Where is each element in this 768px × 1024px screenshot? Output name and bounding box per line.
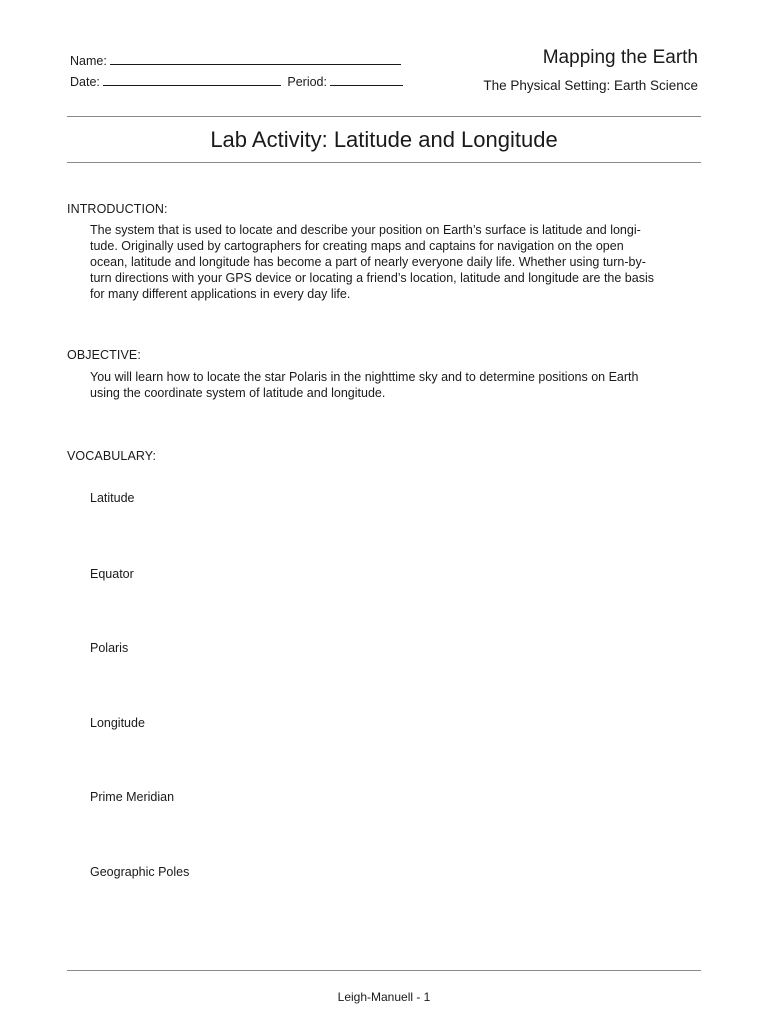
page-footer: Leigh-Manuell - 1: [337, 990, 431, 1004]
date-field[interactable]: [70, 73, 403, 89]
objective-line: using the coordinate system of latitude and longitude.: [90, 386, 386, 400]
intro-line: tude. Originally used by cartographers for creating maps and captains for navigation on the open: [90, 239, 624, 253]
lab-title: Lab Activity: Latitude and Longitude: [210, 127, 558, 152]
intro-line: turn directions with your GPS device or locating a friend’s location, latitude and longitude are the basis: [90, 271, 654, 285]
objective-heading: OBJECTIVE:: [67, 348, 141, 362]
intro-line: ocean, latitude and longitude has become a part of nearly everyone daily life. Whether using turn-by-: [90, 255, 646, 269]
document-title: Mapping the Earth: [542, 47, 698, 68]
vocab-term-longitude: Longitude: [90, 716, 145, 730]
intro-line: for many different applications in every day life.: [90, 287, 351, 301]
introduction-text: [90, 222, 710, 302]
period-label: Period:: [287, 75, 327, 89]
vocab-term-equator: Equator: [90, 567, 134, 581]
vocab-term-latitude: Latitude: [90, 491, 135, 505]
date-blank[interactable]: [103, 73, 281, 86]
objective-line: You will learn how to locate the star Polaris in the nighttime sky and to determine positions on Earth: [90, 370, 639, 384]
name-field[interactable]: [70, 52, 401, 68]
vocab-term-geographic-poles: Geographic Poles: [90, 865, 190, 879]
date-label: Date:: [70, 75, 100, 89]
document-subtitle: The Physical Setting: Earth Science: [483, 78, 698, 93]
footer-divider: [67, 970, 701, 971]
vocab-term-polaris: Polaris: [90, 641, 129, 655]
vocabulary-heading: VOCABULARY:: [67, 449, 157, 463]
name-blank[interactable]: [110, 52, 401, 65]
introduction-heading: INTRODUCTION:: [67, 202, 168, 216]
name-label: Name:: [70, 54, 107, 68]
period-blank[interactable]: [330, 73, 403, 86]
header-divider: [67, 116, 701, 117]
intro-line: The system that is used to locate and describe your position on Earth’s surface is latitude and longi-: [90, 223, 641, 237]
vocab-term-prime-meridian: Prime Meridian: [90, 790, 175, 804]
title-divider: [67, 162, 701, 163]
objective-text: [90, 369, 710, 401]
